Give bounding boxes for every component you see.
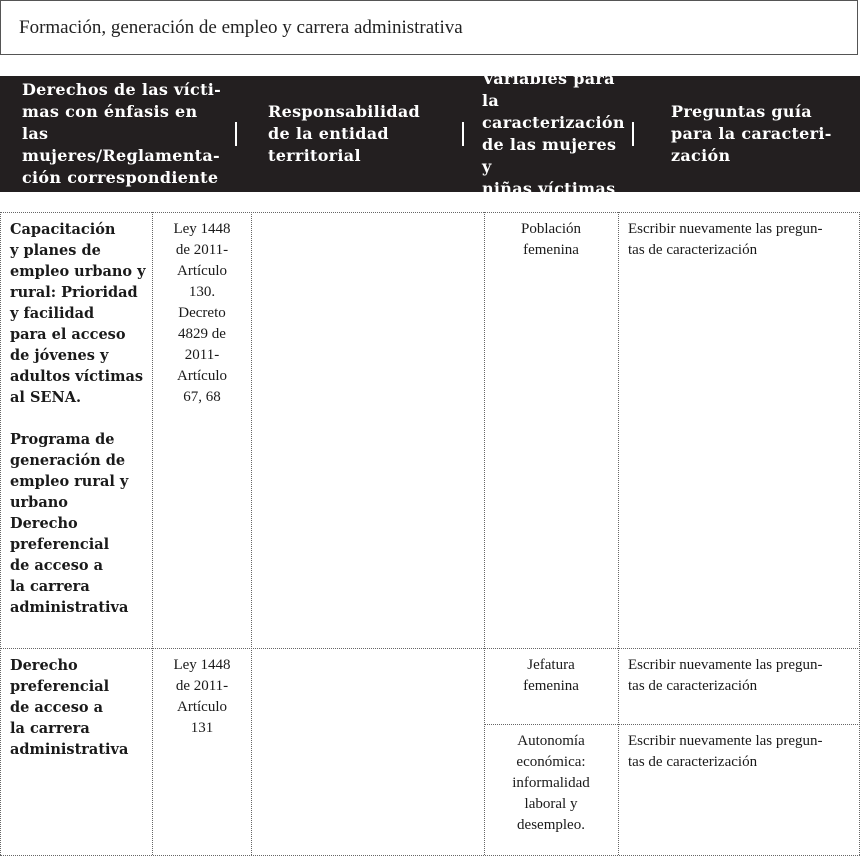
table-row-2-variable-2: Autonomía económica: informalidad laboral y desempleo. <box>512 733 590 833</box>
header-responsibility: Responsabilidad de la entidad territorial <box>268 102 421 165</box>
section-title-box <box>0 0 858 55</box>
header-separator <box>632 122 634 146</box>
table-row-2-right: Derecho preferencial de acceso a la carrera administrativa <box>10 657 129 758</box>
header-variables: Variables para la caracterización de las mujeres y niñas víctimas <box>482 69 625 198</box>
table-row-1-variable: Población femenina <box>521 221 581 258</box>
table-row-1-regulation: Ley 1448 de 2011- Artículo 130. Decreto 4829 de 2011- Artículo 67, 68 <box>173 221 231 405</box>
table-header <box>0 69 860 198</box>
table-row-1-right: Capacitación y planes de empleo urbano y rural: Prioridad y facilidad para el acceso de jóvenes y adultos víctimas al SENA. Programa de generación de empleo rural y urbano Derecho preferencial de acceso a la carrera administrativa <box>10 221 146 616</box>
header-rights: Derechos de las vícti- mas con énfasis en las mujeres/Reglamenta- ción correspondiente <box>22 80 222 187</box>
section-title: Formación, generación de empleo y carrera administrativa <box>19 16 463 38</box>
table-row-1-question: Escribir nuevamente las pregun- tas de caracterización <box>628 221 823 258</box>
table-row-2-question-2: Escribir nuevamente las pregun- tas de caracterización <box>628 733 823 770</box>
header-separator <box>462 122 464 146</box>
table-row-2-regulation: Ley 1448 de 2011- Artículo 131 <box>173 657 231 736</box>
header-questions: Preguntas guía para la caracteri- zación <box>671 102 832 165</box>
header-separator <box>235 122 237 146</box>
table-row-2-variable-1: Jefatura femenina <box>523 657 579 694</box>
table-row-2-question-1: Escribir nuevamente las pregun- tas de caracterización <box>628 657 823 694</box>
